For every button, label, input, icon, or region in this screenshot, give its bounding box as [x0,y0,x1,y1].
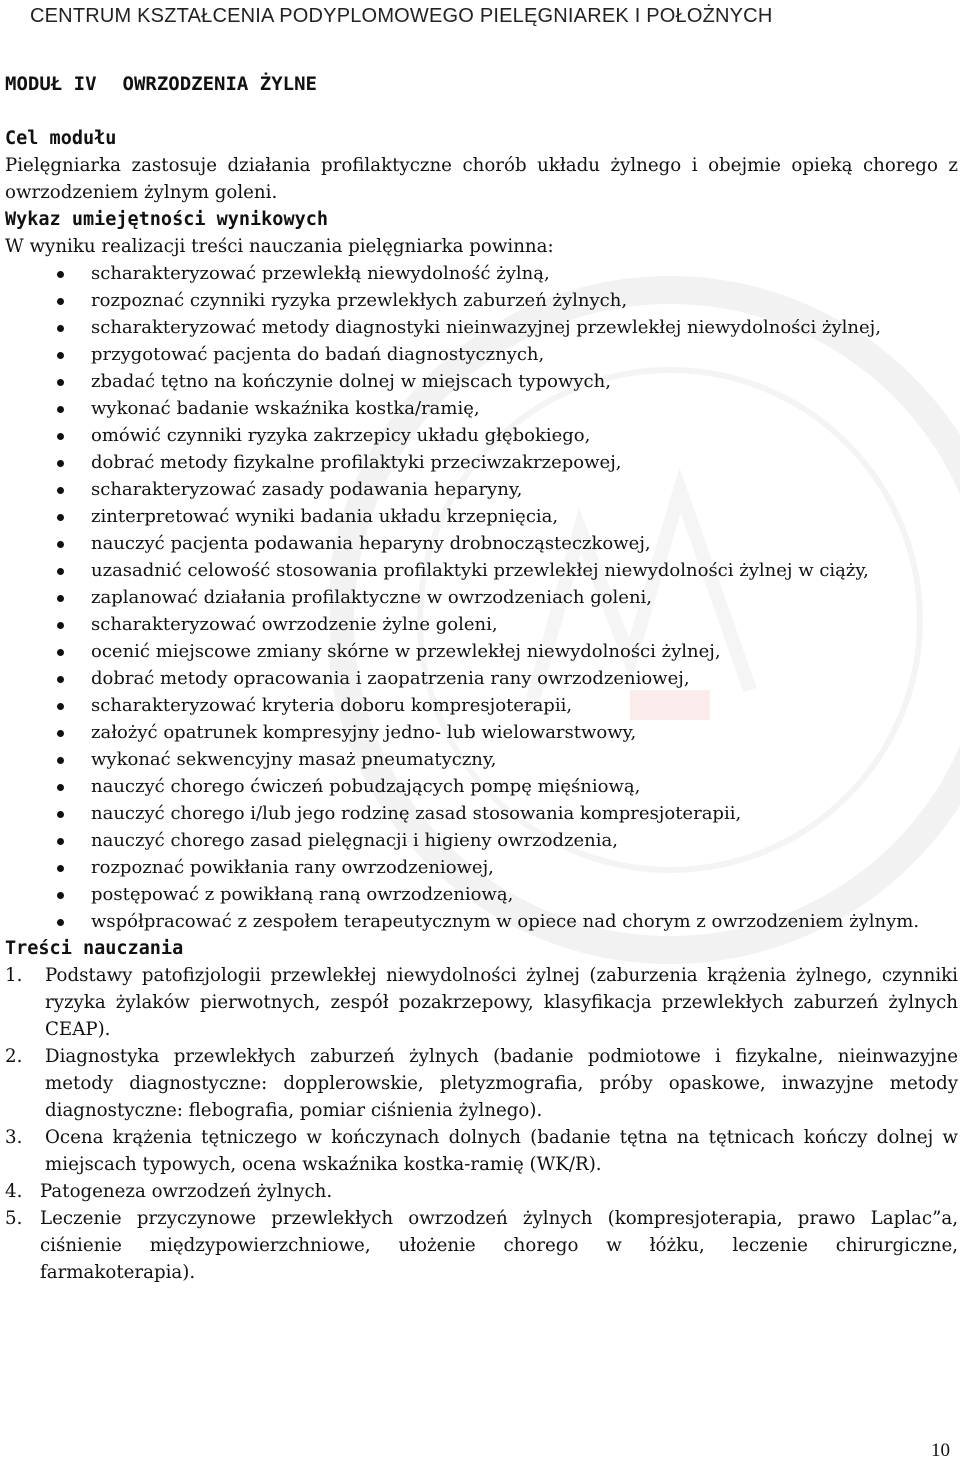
document-body [5,125,958,1286]
goal-heading: Cel modułu [5,128,117,149]
list-item: scharakteryzować zasady podawania heparyny, [5,476,958,503]
list-item: nauczyć pacjenta podawania heparyny drobnocząsteczkowej, [5,530,958,557]
item-number: 5. [5,1208,23,1229]
module-name: OWRZODZENIA ŻYLNE [122,73,317,95]
list-item: zinterpretować wyniki badania układu krzepnięcia, [5,503,958,530]
goal-text: Pielęgniarka zastosuje działania profilaktyczne chorób układu żylnego i obejmie opieką chorego z owrzodzeniem żylnym goleni. [5,155,958,203]
bullet-icon [57,757,64,764]
list-item: scharakteryzować kryteria doboru kompresjoterapii, [5,692,958,719]
bullet-icon [57,919,64,926]
list-item: dobrać metody fizykalne profilaktyki przeciwzakrzepowej, [5,449,958,476]
bullet-icon [57,433,64,440]
list-item: założyć opatrunek kompresyjny jedno- lub wielowarstwowy, [5,719,958,746]
list-item: scharakteryzować metody diagnostyki nieinwazyjnej przewlekłej niewydolności żylnej, [5,314,958,341]
bullet-icon [57,784,64,791]
item-number: 1. [5,965,23,986]
list-item: 1. Podstawy patofizjologii przewlekłej niewydolności żylnej (zaburzenia krążenia żylnego, czynniki ryzyka żylaków pierwotnych, zespół pozakrzepowy, klasyfikacja przewlekłych zaburzeń żylnych CEAP). [5,962,958,1043]
item-number: 3. [5,1127,23,1148]
module-title [5,73,317,95]
list-item: rozpoznać powikłania rany owrzodzeniowej, [5,854,958,881]
bullet-icon [57,514,64,521]
skills-list [5,260,958,935]
bullet-icon [57,865,64,872]
bullet-icon [57,406,64,413]
list-item: scharakteryzować owrzodzenie żylne goleni, [5,611,958,638]
bullet-icon [57,298,64,305]
list-item: postępować z powikłaną raną owrzodzeniową, [5,881,958,908]
bullet-icon [57,676,64,683]
list-item: 3. Ocena krążenia tętniczego w kończynach dolnych (badanie tętna na tętnicach kończy dolnej w miejscach typowych, ocena wskaźnika kostka-ramię (WK/R). [5,1124,958,1178]
item-number: 4. [5,1181,23,1202]
list-item: nauczyć chorego i/lub jego rodzinę zasad stosowania kompresjoterapii, [5,800,958,827]
contents-heading: Treści nauczania [5,938,184,959]
bullet-icon [57,271,64,278]
bullet-icon [57,487,64,494]
bullet-icon [57,811,64,818]
list-item: wykonać badanie wskaźnika kostka/ramię, [5,395,958,422]
contents-list [5,962,958,1286]
bullet-icon [57,568,64,575]
list-item: 5. Leczenie przyczynowe przewlekłych owrzodzeń żylnych (kompresjoterapia, prawo Laplac”a, ciśnienie międzypowierzchniowe, ułożenie chorego w łóżku, leczenie chirurgiczne, farmakoterapia). [5,1205,958,1286]
bullet-icon [57,352,64,359]
list-item: 4. Patogeneza owrzodzeń żylnych. [5,1178,958,1205]
bullet-icon [57,649,64,656]
list-item: wykonać sekwencyjny masaż pneumatyczny, [5,746,958,773]
list-item: 2. Diagnostyka przewlekłych zaburzeń żylnych (badanie podmiotowe i fizykalne, nieinwazyjne metody diagnostyczne: dopplerowskie, pletyzmografia, próby opaskowe, inwazyjne metody diagnostyczne: flebografia, pomiar ciśnienia żylnego). [5,1043,958,1124]
bullet-icon [57,730,64,737]
list-item: dobrać metody opracowania i zaopatrzenia rany owrzodzeniowej, [5,665,958,692]
module-number: MODUŁ IV [5,73,97,95]
list-item: uzasadnić celowość stosowania profilaktyki przewlekłej niewydolności żylnej w ciąży, [5,557,958,584]
list-item: współpracować z zespołem terapeutycznym w opiece nad chorym z owrzodzeniem żylnym. [5,908,958,935]
list-item: rozpoznać czynniki ryzyka przewlekłych zaburzeń żylnych, [5,287,958,314]
bullet-icon [57,595,64,602]
page-number: 10 [931,1440,950,1461]
bullet-icon [57,838,64,845]
bullet-icon [57,379,64,386]
list-item: przygotować pacjenta do badań diagnostycznych, [5,341,958,368]
list-item: ocenić miejscowe zmiany skórne w przewlekłej niewydolności żylnej, [5,638,958,665]
bullet-icon [57,541,64,548]
list-item: nauczyć chorego ćwiczeń pobudzających pompę mięśniową, [5,773,958,800]
list-item: zaplanować działania profilaktyczne w owrzodzeniach goleni, [5,584,958,611]
list-item: zbadać tętno na kończynie dolnej w miejscach typowych, [5,368,958,395]
item-number: 2. [5,1046,23,1067]
document-header: CENTRUM KSZTAŁCENIA PODYPLOMOWEGO PIELĘGNIAREK I POŁOŻNYCH [30,5,773,27]
bullet-icon [57,460,64,467]
list-item: scharakteryzować przewlekłą niewydolność żylną, [5,260,958,287]
bullet-icon [57,325,64,332]
bullet-icon [57,622,64,629]
bullet-icon [57,703,64,710]
bullet-icon [57,892,64,899]
list-item: omówić czynniki ryzyka zakrzepicy układu głębokiego, [5,422,958,449]
skills-heading: Wykaz umiejętności wynikowych [5,209,329,230]
skills-intro: W wyniku realizacji treści nauczania pielęgniarka powinna: [5,236,554,257]
list-item: nauczyć chorego zasad pielęgnacji i higieny owrzodzenia, [5,827,958,854]
